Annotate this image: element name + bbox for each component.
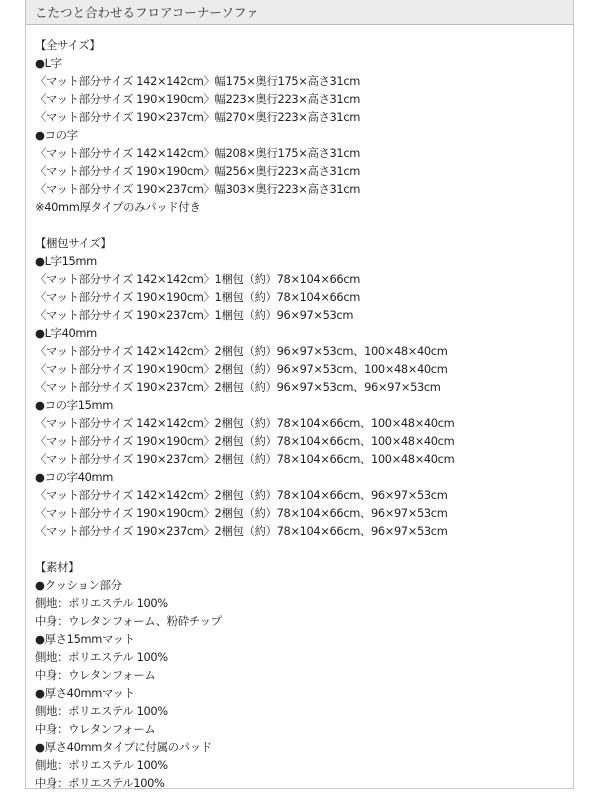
spec-line: 〈マット部分サイズ 190×190cm〉1梱包（約）78×104×66cm (35, 290, 360, 304)
spec-section (35, 558, 573, 792)
spec-line: 側地：ポリエステル 100% (35, 758, 168, 772)
spec-line: 〈マット部分サイズ 190×237cm〉2梱包（約）78×104×66cm、100×48×40cm (35, 452, 455, 466)
spec-title: こたつと合わせるフロアコーナーソファ (35, 5, 259, 20)
spec-line: ●厚さ40mmマット (35, 686, 135, 700)
spec-line: ●L字40mm (35, 326, 97, 340)
section-heading: 【素材】 (35, 560, 80, 574)
spec-line: 側地：ポリエステル 100% (35, 650, 168, 664)
spec-line: ●クッション部分 (35, 578, 122, 592)
spec-line: 〈マット部分サイズ 142×142cm〉2梱包（約）96×97×53cm、100×48×40cm (35, 344, 448, 358)
spec-body (26, 25, 573, 792)
spec-line: 〈マット部分サイズ 190×237cm〉幅303×奥行223×高さ31cm (35, 182, 360, 196)
spec-line: ●コの字 (35, 128, 78, 142)
spec-line: 〈マット部分サイズ 190×237cm〉1梱包（約）96×97×53cm (35, 308, 354, 322)
spec-line: 〈マット部分サイズ 142×142cm〉2梱包（約）78×104×66cm、100×48×40cm (35, 416, 455, 430)
spec-section (35, 234, 573, 540)
spec-card (25, 0, 574, 789)
spec-line: 〈マット部分サイズ 190×237cm〉2梱包（約）78×104×66cm、96×97×53cm (35, 524, 448, 538)
spec-line: 〈マット部分サイズ 190×190cm〉幅223×奥行223×高さ31cm (35, 92, 360, 106)
section-heading: 【全サイズ】 (35, 38, 101, 52)
spec-line: 側地：ポリエステル 100% (35, 596, 168, 610)
spec-line: 〈マット部分サイズ 190×190cm〉幅256×奥行223×高さ31cm (35, 164, 360, 178)
spec-line: ●厚さ15mmマット (35, 632, 135, 646)
spec-line: ※40mm厚タイプのみパッド付き (35, 200, 201, 214)
spec-line: 側地：ポリエステル 100% (35, 704, 168, 718)
spec-line: ●コの字40mm (35, 470, 113, 484)
spec-line: 中身：ウレタンフォーム (35, 722, 156, 736)
spec-line: ●L字 (35, 56, 62, 70)
spec-line: 中身：ウレタンフォーム、粉砕チップ (35, 614, 222, 628)
spec-line: 〈マット部分サイズ 190×190cm〉2梱包（約）78×104×66cm、100×48×40cm (35, 434, 455, 448)
spec-line: 〈マット部分サイズ 142×142cm〉幅175×奥行175×高さ31cm (35, 74, 360, 88)
spec-line: ●コの字15mm (35, 398, 113, 412)
spec-line: 〈マット部分サイズ 142×142cm〉1梱包（約）78×104×66cm (35, 272, 360, 286)
spec-header (26, 0, 573, 25)
spec-line: 〈マット部分サイズ 142×142cm〉幅208×奥行175×高さ31cm (35, 146, 360, 160)
spec-line: 〈マット部分サイズ 190×237cm〉2梱包（約）96×97×53cm、96×97×53cm (35, 380, 441, 394)
spec-line: 〈マット部分サイズ 190×190cm〉2梱包（約）78×104×66cm、96×97×53cm (35, 506, 448, 520)
spec-line: 中身：ウレタンフォーム (35, 668, 156, 682)
spec-line: 中身：ポリエステル100% (35, 776, 165, 790)
spec-line: 〈マット部分サイズ 190×237cm〉幅270×奥行223×高さ31cm (35, 110, 360, 124)
spec-section (35, 36, 573, 216)
spec-line: 〈マット部分サイズ 142×142cm〉2梱包（約）78×104×66cm、96×97×53cm (35, 488, 448, 502)
spec-line: ●厚さ40mmタイプに付属のパッド (35, 740, 212, 754)
spec-line: 〈マット部分サイズ 190×190cm〉2梱包（約）96×97×53cm、100×48×40cm (35, 362, 448, 376)
section-heading: 【梱包サイズ】 (35, 236, 112, 250)
spec-line: ●L字15mm (35, 254, 97, 268)
